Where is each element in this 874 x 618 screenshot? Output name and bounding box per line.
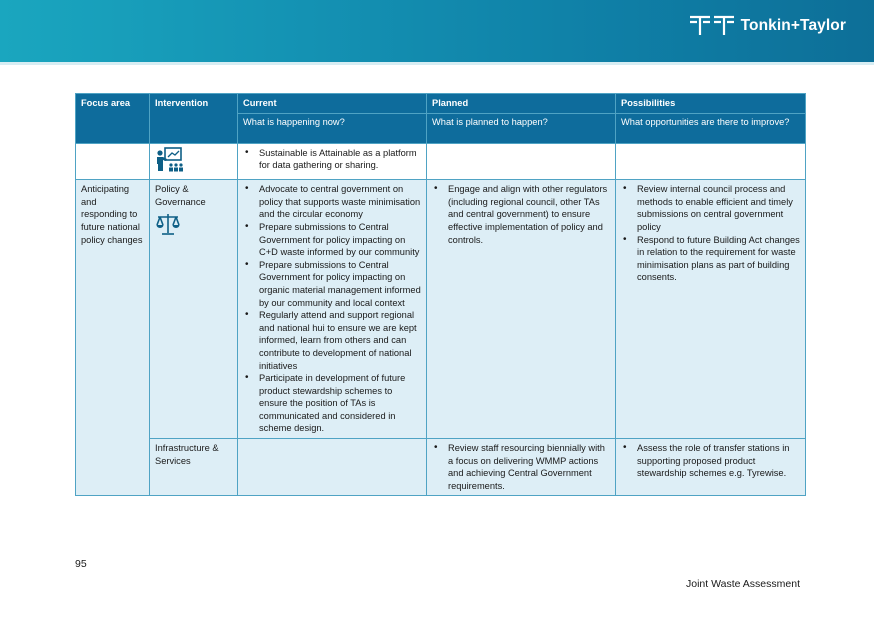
current-list — [243, 183, 421, 435]
teacher-presentation-icon — [155, 147, 185, 173]
table-row — [76, 180, 806, 439]
brand-logo — [689, 15, 846, 37]
list-item: • Advocate to central government on policy that supports waste minimisation and the circular economy — [243, 183, 421, 221]
planned-list — [432, 183, 610, 246]
planned-cell — [427, 439, 616, 496]
intervention-label: Policy & Governance — [155, 184, 206, 207]
possibilities-cell — [616, 143, 806, 180]
current-cell — [238, 439, 427, 496]
header-possibilities: Possibilities — [616, 94, 806, 114]
brand-name: Tonkin+Taylor — [740, 17, 846, 34]
header-intervention: Intervention — [150, 94, 238, 144]
list-item: • Assess the role of transfer stations in supporting proposed product stewardship schemes e.g. Tyrewise. — [621, 442, 800, 480]
subheader-planned: What is planned to happen? — [427, 113, 616, 143]
tt-logo-icon — [689, 15, 735, 37]
planned-cell — [427, 143, 616, 180]
intervention-cell — [150, 143, 238, 180]
header-band — [0, 0, 874, 62]
intervention-cell: Infrastructure & Services — [150, 439, 238, 496]
list-item: • Respond to future Building Act changes in relation to the requirement for waste minimisation plans as part of building consents. — [621, 234, 800, 284]
list-item: • Review internal council process and methods to enable efficient and timely submissions on central government policy — [621, 183, 800, 233]
list-item: • Review staff resourcing biennially with a focus on delivering WMMP actions and achieving Central Government requirements. — [432, 442, 610, 492]
table-header-row — [76, 94, 806, 114]
focus-area-cell: Anticipating and responding to future national policy changes — [76, 180, 150, 496]
header-focus-area: Focus area — [76, 94, 150, 144]
header-planned: Planned — [427, 94, 616, 114]
possibilities-cell — [616, 439, 806, 496]
list-item: • Participate in development of future product stewardship schemes to ensure the position of TAs is communicated and considered in scheme design. — [243, 372, 421, 435]
focus-area-cell — [76, 143, 150, 180]
planned-cell — [427, 180, 616, 439]
list-item: • Regularly attend and support regional and national hui to ensure we are kept informed, learn from others and can contribute to development of national initiatives — [243, 309, 421, 372]
document-title: Joint Waste Assessment — [686, 578, 800, 590]
current-list — [243, 147, 421, 172]
list-item: • Prepare submissions to Central Government for policy impacting on organic material management informed by our community and local context — [243, 259, 421, 309]
page-number: 95 — [75, 558, 87, 570]
focus-area-table — [75, 93, 806, 496]
intervention-cell — [150, 180, 238, 439]
current-cell — [238, 180, 427, 439]
table-row — [76, 143, 806, 180]
current-cell — [238, 143, 427, 180]
subheader-possibilities: What opportunities are there to improve? — [616, 113, 806, 143]
list-item: • Engage and align with other regulators (including regional council, other TAs and central government) to ensure effective implementation of policy and controls. — [432, 183, 610, 246]
subheader-current: What is happening now? — [238, 113, 427, 143]
possibilities-list — [621, 442, 800, 480]
list-item: • Prepare submissions to Central Government for policy impacting on C+D waste informed by our community — [243, 221, 421, 259]
header-current: Current — [238, 94, 427, 114]
possibilities-cell — [616, 180, 806, 439]
scales-icon — [155, 212, 181, 236]
planned-list — [432, 442, 610, 492]
table-row — [76, 439, 806, 496]
list-item: • Sustainable is Attainable as a platform for data gathering or sharing. — [243, 147, 421, 172]
possibilities-list — [621, 183, 800, 284]
